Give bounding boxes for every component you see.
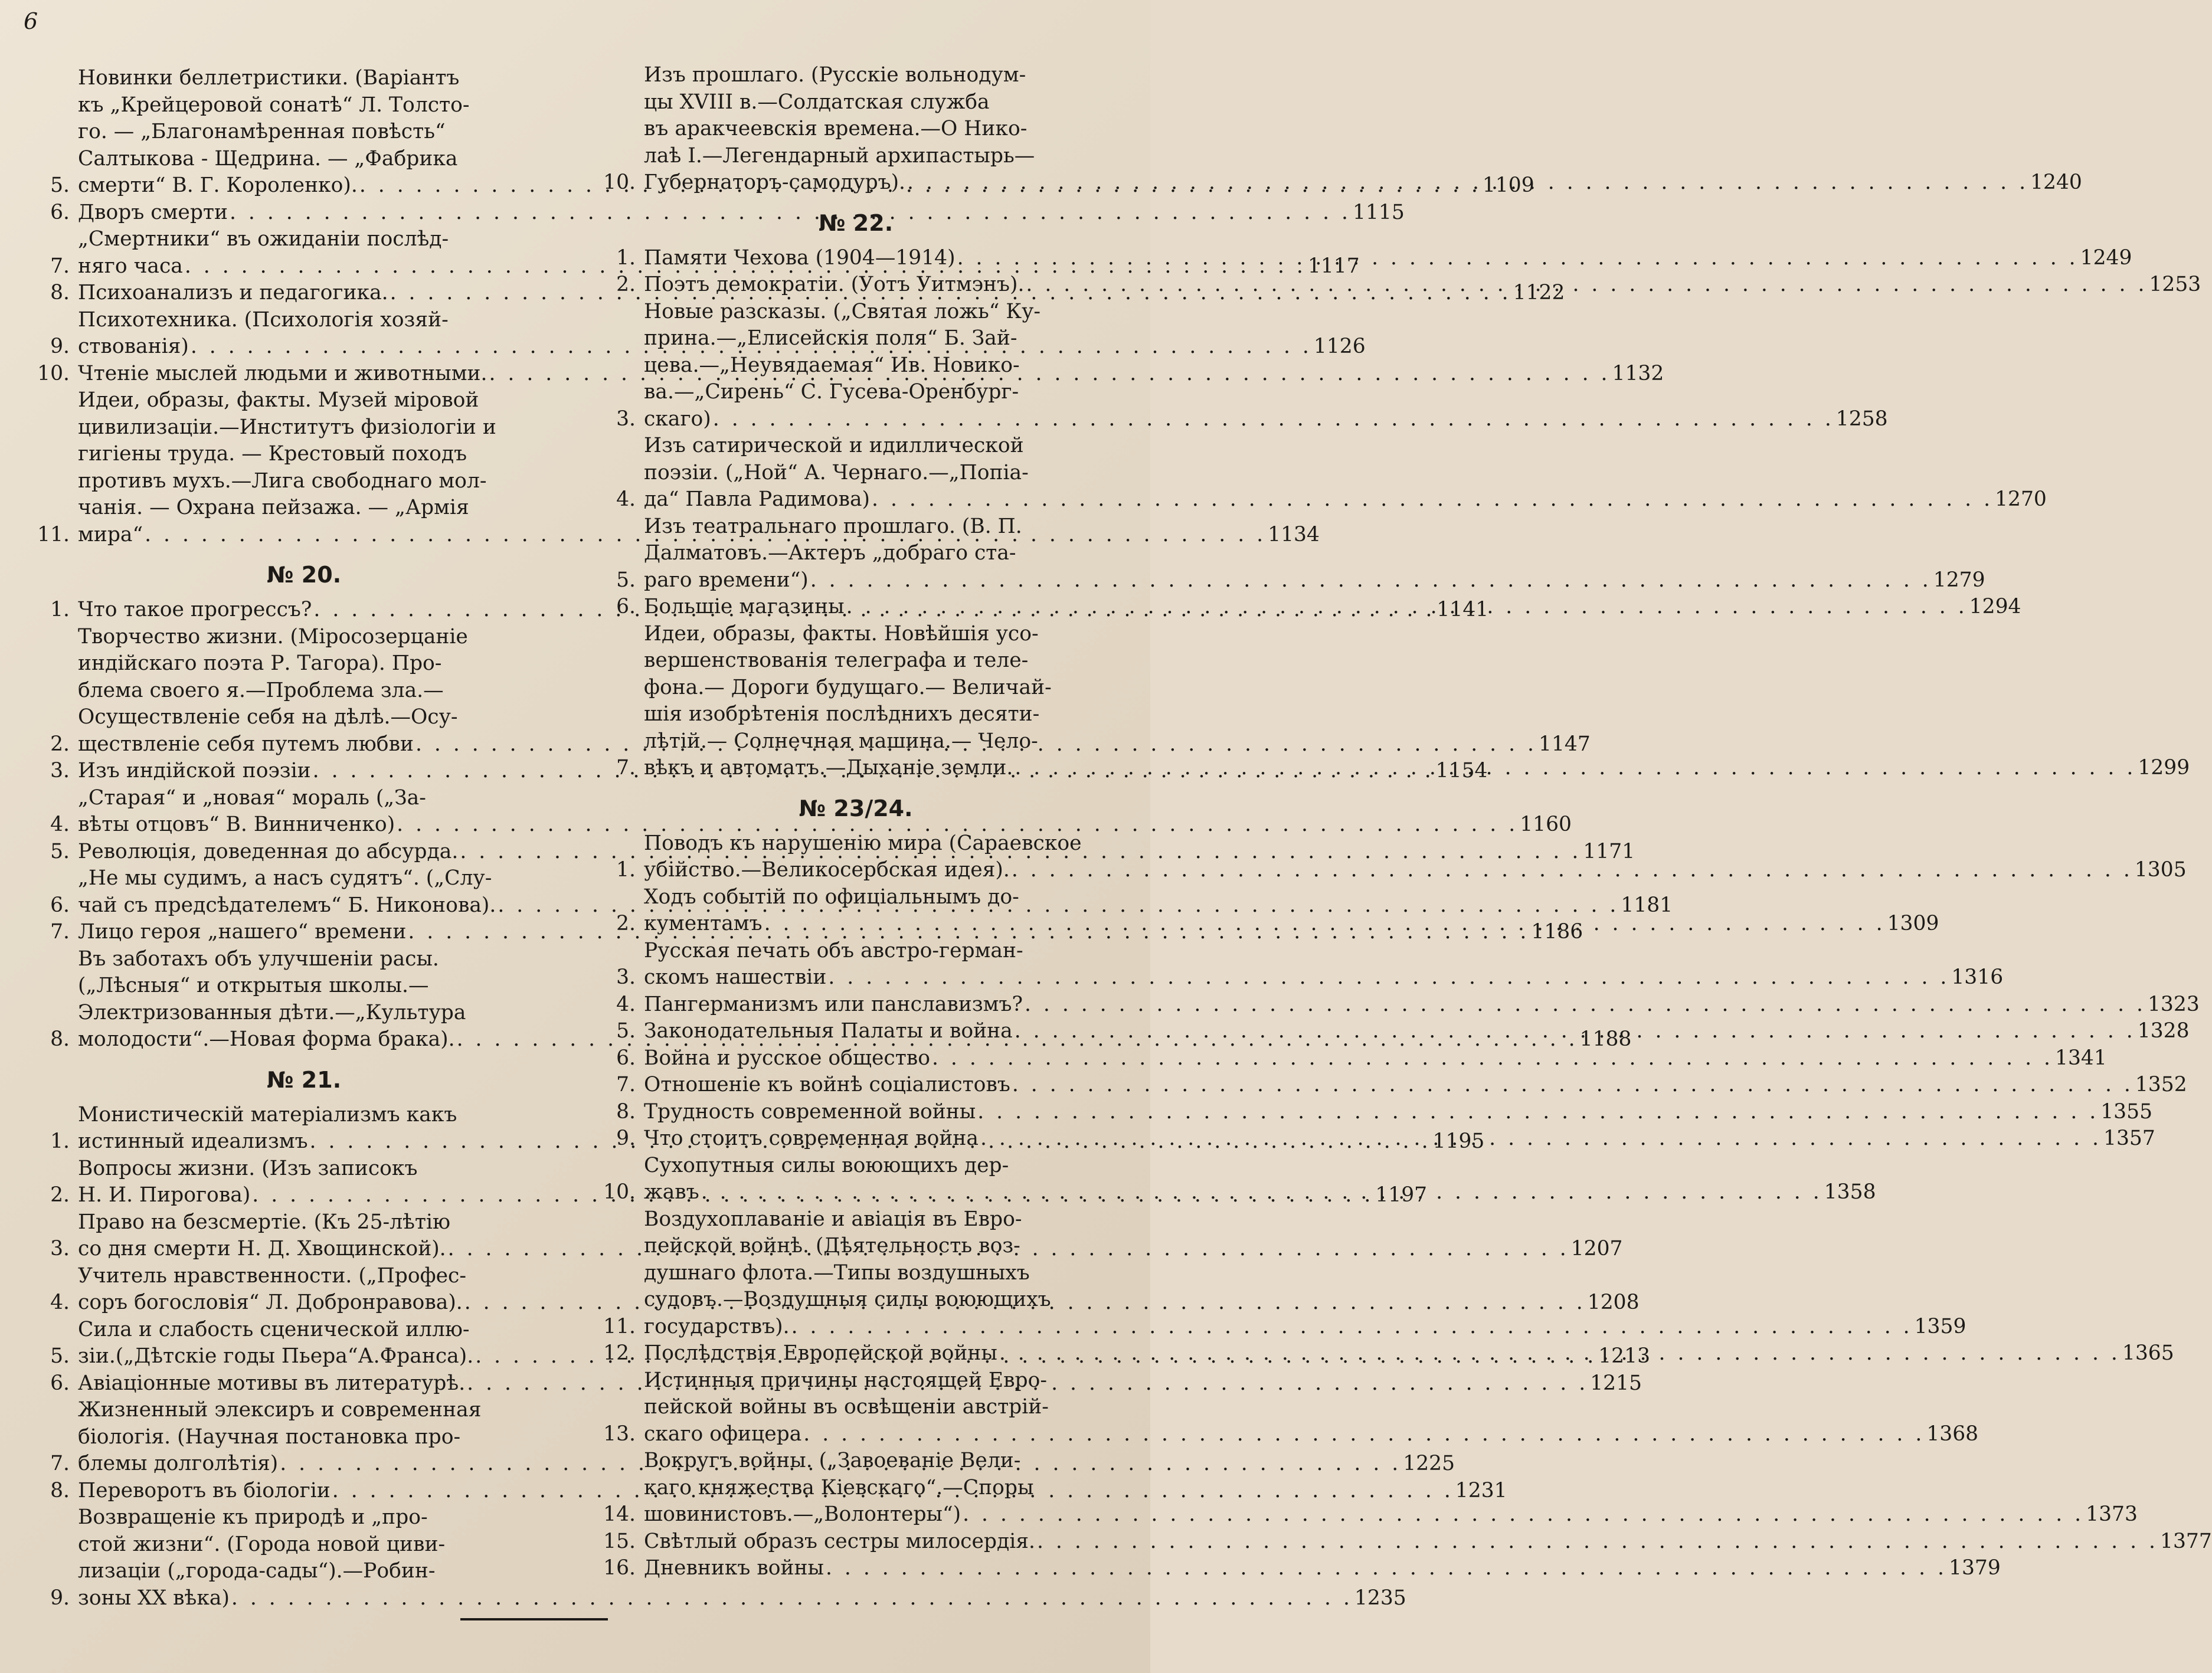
dot-leader: [1012, 1072, 2134, 1099]
entry-number: 2.: [616, 273, 636, 296]
entry-page-number: 1358: [1824, 1180, 1876, 1204]
entry-page-number: 1147: [1539, 732, 1591, 756]
entry-last-line: [644, 964, 2004, 991]
entry-line: кументамъ: [644, 912, 763, 935]
entry-number: 4.: [50, 813, 70, 836]
dot-leader: [828, 964, 1949, 991]
entry-line: Послѣдствія Европейской войны: [644, 1341, 997, 1365]
entry-text: [644, 938, 2004, 991]
entry-number: 7.: [50, 920, 70, 944]
dot-leader: [803, 1421, 1925, 1448]
entry-line: блема своего я.—Проблема зла.—: [78, 678, 444, 702]
issue-heading: № 22.: [818, 209, 894, 236]
entry-page-number: 1213: [1598, 1344, 1651, 1368]
entry-line: скаго): [644, 407, 711, 431]
entry-number: 7.: [616, 756, 636, 780]
entry-text: [644, 1045, 2107, 1072]
entry-line: Воздухоплаваніе и авіація въ Евро-: [644, 1207, 1022, 1231]
entry-last-line: [644, 1555, 2001, 1582]
entry-line: къ „Крейцеровой сонатѣ“ Л. Толсто-: [78, 93, 470, 117]
entry-line: стой жизни“. (Города новой циви-: [78, 1532, 446, 1556]
entry-line: пейской войнѣ. (Дѣятельность воз-: [644, 1234, 1020, 1258]
entry-line: зіи.(„Дѣтскіе годы Пьера“А.Франса).: [78, 1344, 474, 1368]
entry-line: Дворъ смерти: [78, 200, 228, 224]
toc-entry: [581, 938, 2004, 991]
entry-line: соръ богословія“ Л. Добронравова).: [78, 1291, 463, 1314]
entry-number: 8.: [616, 1099, 636, 1124]
entry-line: Губернаторъ-самодуръ).: [644, 171, 906, 194]
entry-line: зоны XX вѣка): [78, 1586, 230, 1610]
entry-page-number: 1355: [2100, 1099, 2153, 1124]
entry-line: вѣты отцовъ“ В. Винниченко): [78, 813, 395, 836]
entry-line: Жизненный элексиръ и современная: [78, 1398, 482, 1422]
entry-line: судовъ.—Воздушныя силы воюющихъ: [644, 1288, 1051, 1311]
entry-line: Что стоитъ современная война: [644, 1127, 979, 1150]
entry-number: 6.: [616, 1046, 636, 1070]
entry-number: 2.: [50, 1183, 70, 1207]
dot-leader: [963, 1501, 2084, 1528]
entry-line: го. — „Благонамѣренная повѣсть“: [78, 120, 446, 143]
entry-line: „Смертники“ въ ожиданіи послѣд-: [78, 227, 449, 251]
entry-line: Изъ индійской поэзіи: [78, 759, 311, 783]
dot-leader: [1012, 857, 2133, 884]
dot-leader: [957, 245, 2079, 272]
entry-last-line: [644, 567, 1985, 594]
entry-line: Памяти Чехова (1904—1914): [644, 245, 956, 270]
entry-number: 11.: [603, 1314, 636, 1338]
entry-page-number: 1316: [1951, 965, 2004, 989]
entry-page-number: 1299: [2138, 756, 2190, 780]
entry-page-number: 1126: [1313, 335, 1366, 358]
entry-number: 13.: [603, 1422, 636, 1446]
entry-number: 7.: [50, 1452, 70, 1475]
end-rule: [460, 1618, 608, 1620]
entry-line: цы XVIII в.—Солдатская служба: [644, 90, 990, 114]
entry-line: чанія. — Охрана пейзажа. — „Армія: [78, 496, 469, 519]
entry-page-number: 1188: [1579, 1027, 1632, 1051]
entry-number: 8.: [50, 1478, 70, 1502]
entry-line: Идеи, образы, факты. Новѣйшія усо-: [644, 621, 1039, 646]
entry-page-number: 1294: [1969, 595, 2021, 618]
entry-line: Изъ театральнаго прошлаго. (В. П.: [644, 514, 1022, 538]
entry-line: Новые разсказы. („Святая ложь“ Ку-: [644, 299, 1041, 323]
entry-number: 11.: [37, 522, 70, 546]
page-number: 6: [24, 8, 38, 34]
dot-leader: [764, 911, 1886, 938]
dot-leader: [999, 1340, 2121, 1367]
entry-number: 6.: [616, 595, 636, 618]
entry-line: фона.— Дороги будущаго.— Величай-: [644, 675, 1052, 699]
entry-page-number: 1132: [1612, 361, 1664, 385]
entry-line: Война и русское общество: [644, 1046, 930, 1070]
entry-line: Лицо героя „нашего“ времени: [78, 920, 407, 944]
entry-line: Сила и слабость сценической иллю-: [78, 1317, 470, 1341]
entry-number: 1.: [50, 1129, 70, 1153]
entry-number: 9.: [616, 1127, 636, 1150]
entry-page-number: 1109: [1482, 173, 1534, 197]
entry-page-number: 1309: [1887, 912, 1939, 935]
entry-number: 3.: [50, 759, 70, 783]
entry-page-number: 1207: [1570, 1237, 1623, 1261]
entry-line: блемы долголѣтія): [78, 1452, 279, 1475]
entry-line: государствъ).: [644, 1314, 790, 1338]
entry-line: („Лѣсныя“ и открытыя школы.—: [78, 974, 429, 997]
entry-line: Психоанализъ и педагогика.: [78, 281, 388, 305]
entry-line: Пангерманизмъ или панславизмъ?: [644, 992, 1023, 1016]
entry-line: прина.—„Елисейскія поля“ Б. Зай-: [644, 326, 1017, 350]
entry-page-number: 1215: [1590, 1371, 1642, 1395]
entry-page-number: 1279: [1933, 568, 1985, 592]
entry-line: Авіаціонные мотивы въ литературѣ.: [78, 1371, 466, 1395]
entry-line: шія изобрѣтенія послѣднихъ десяти-: [644, 702, 1040, 726]
dot-leader: [846, 594, 1968, 621]
entry-page-number: 1253: [2149, 273, 2201, 296]
entry-line: противъ мухъ.—Лига свободнаго мол-: [78, 469, 487, 493]
entry-page-number: 1122: [1513, 281, 1565, 305]
entry-number: 6.: [50, 1371, 70, 1395]
entry-page-number: 1305: [2134, 858, 2187, 882]
dot-leader: [231, 1585, 1353, 1612]
entry-line: душнаго флота.—Типы воздушныхъ: [644, 1261, 1030, 1285]
entry-line: пейской войны въ освѣщеніи австрій-: [644, 1395, 1049, 1419]
entry-line: смерти“ В. Г. Короленко).: [78, 173, 358, 197]
entry-number: 3.: [616, 407, 636, 431]
entry-text: [644, 1555, 2001, 1582]
entry-line: молодости“.—Новая форма брака).: [78, 1027, 455, 1051]
entry-line: гигіены труда. — Крестовый походъ: [78, 442, 467, 466]
entry-number: 7.: [616, 1073, 636, 1096]
entry-line: цева.—„Неувядаемая“ Ив. Новико-: [644, 353, 1020, 377]
entry-line: лизаціи („города-сады“).—Робин-: [78, 1559, 436, 1583]
entry-page-number: 1197: [1375, 1183, 1428, 1207]
entry-page-number: 1134: [1268, 522, 1320, 546]
entry-number: 15.: [603, 1529, 636, 1553]
entry-line: Творчество жизни. (Міросозерцаніе: [78, 624, 468, 649]
entry-last-line: [644, 1501, 2138, 1528]
dot-leader: [1025, 991, 2146, 1019]
entry-line: Что такое прогрессъ?: [78, 598, 312, 621]
entry-line: Поэтъ демократіи. (Уотъ Уитмэнъ).: [644, 273, 1025, 296]
entry-page-number: 1323: [2147, 992, 2200, 1016]
dot-leader: [1026, 271, 2147, 299]
entry-line: Ходъ событій по офиціальнымъ до-: [644, 885, 1019, 909]
entry-page-number: 1231: [1455, 1478, 1507, 1502]
entry-number: 8.: [50, 1027, 70, 1051]
entry-line: Переворотъ въ біологіи: [78, 1478, 331, 1502]
toc-entry: [581, 1099, 2153, 1126]
entry-line: мира“: [78, 522, 143, 546]
entry-line: ществленіе себя путемъ любви: [78, 732, 414, 756]
entry-page-number: 1186: [1531, 920, 1583, 944]
entry-last-line: [644, 1528, 2212, 1556]
entry-number: 14.: [603, 1502, 636, 1526]
entry-last-line: [644, 1421, 1979, 1448]
dot-leader: [907, 169, 2028, 197]
entry-line: Салтыкова - Щедрина. — „Фабрика: [78, 146, 458, 171]
entry-page-number: 1249: [2080, 245, 2132, 270]
entry-line: скомъ нашествіи: [644, 965, 827, 989]
entry-number: 5.: [50, 173, 70, 197]
entry-last-line: [644, 1072, 2187, 1099]
issue-heading: № 21.: [266, 1066, 342, 1093]
entry-number: 7.: [50, 254, 70, 278]
entry-text: [644, 1528, 2212, 1556]
entry-number: 5.: [616, 1019, 636, 1043]
entry-page-number: 1115: [1353, 200, 1405, 224]
entry-number: 5.: [616, 568, 636, 592]
entry-page-number: 1171: [1583, 839, 1635, 863]
entry-line: Дневникъ войны: [644, 1556, 824, 1580]
entry-line: скаго офицера: [644, 1422, 802, 1446]
entry-line: вершенствованія телеграфа и теле-: [644, 649, 1029, 672]
entry-number: 2.: [616, 912, 636, 935]
entry-page-number: 1373: [2086, 1502, 2138, 1526]
entry-number: 2.: [50, 732, 70, 756]
entry-page-number: 1117: [1307, 254, 1360, 278]
entry-line: Законодательныя Палаты и война: [644, 1019, 1013, 1043]
entry-line: чай съ предсѣдателемъ“ Б. Никонова).: [78, 893, 496, 917]
entry-line: вѣкъ и автоматъ.—Дыханіе земли.: [644, 756, 1013, 780]
entry-page-number: 1240: [2030, 171, 2082, 194]
entry-number: 10.: [603, 171, 636, 194]
entry-number: 6.: [50, 893, 70, 917]
entry-text: [644, 1072, 2187, 1099]
dot-leader: [932, 1045, 2053, 1072]
entry-line: индійскаго поэта Р. Тагора). Про-: [78, 651, 442, 675]
entry-line: Далматовъ.—Актеръ „добраго ста-: [644, 541, 1016, 565]
entry-line: цивилизаціи.—Институтъ физіологіи и: [78, 415, 496, 439]
entry-number: 9.: [50, 335, 70, 358]
entry-page-number: 1208: [1587, 1291, 1640, 1314]
entry-line: Изъ сатирической и идиллической: [644, 434, 1024, 457]
entry-number: 10.: [37, 361, 70, 385]
dot-leader: [1037, 1528, 2158, 1556]
entry-last-line: [644, 1045, 2107, 1072]
entry-text: [644, 433, 2047, 513]
dot-leader: [713, 406, 1834, 433]
entry-number: 4.: [50, 1291, 70, 1314]
dot-leader: [1015, 755, 2136, 782]
entry-page-number: 1195: [1432, 1129, 1485, 1153]
dot-leader: [826, 1555, 1947, 1582]
entry-last-line: [644, 406, 1888, 433]
toc-entry: [581, 1072, 2187, 1099]
entry-line: убійство.—Великосербская идея).: [644, 858, 1010, 882]
entry-number: 1.: [50, 598, 70, 621]
entry-number: 9.: [50, 1586, 70, 1610]
entry-page-number: 1154: [1435, 759, 1488, 783]
dot-leader: [977, 1099, 2099, 1126]
entry-line: Изъ прошлаго. (Русскіе вольнодум-: [644, 63, 1026, 87]
entry-number: 6.: [50, 200, 70, 224]
entry-line: Право на безсмертіе. (Къ 25-лѣтію: [78, 1210, 451, 1234]
dot-leader: [1015, 1018, 2136, 1045]
toc-entry: [581, 1528, 2212, 1556]
entry-page-number: 1341: [2055, 1046, 2107, 1070]
entry-number: 5.: [50, 1344, 70, 1368]
entry-last-line: [644, 857, 2187, 884]
entry-line: ва.—„Сирень“ С. Гусева-Оренбург-: [644, 380, 1019, 404]
entry-line: Свѣтлый образъ сестры милосердія.: [644, 1529, 1035, 1553]
issue-heading: № 20.: [266, 562, 342, 588]
entry-line: раго времени“): [644, 568, 809, 592]
entry-line: Возвращеніе къ природѣ и „про-: [78, 1505, 428, 1529]
entry-page-number: 1365: [2122, 1341, 2174, 1365]
entry-line: Поводъ къ нарушенію мира (Сараевское: [644, 831, 1082, 855]
entry-line: ствованія): [78, 335, 189, 358]
entry-line: жавъ: [644, 1180, 699, 1204]
entry-line: Новинки беллетристики. (Варіантъ: [78, 66, 460, 90]
dot-leader: [872, 486, 1993, 513]
entry-page-number: 1225: [1403, 1452, 1455, 1475]
entry-line: Большіе магазины: [644, 595, 845, 618]
entry-line: Идеи, образы, факты. Музей міровой: [78, 388, 479, 412]
entry-page-number: 1235: [1354, 1586, 1406, 1610]
entry-line: Вокругъ войны. („Завоеваніе Вели-: [644, 1449, 1021, 1472]
entry-page-number: 1352: [2135, 1073, 2187, 1096]
entry-line: лѣтій.— Солнечная машина.— Чело-: [644, 729, 1038, 753]
entry-number: 1.: [616, 858, 636, 882]
entry-last-line: [644, 991, 2200, 1019]
entry-last-line: [78, 811, 1572, 839]
dot-leader: [701, 1179, 1822, 1206]
entry-page-number: 1160: [1520, 813, 1572, 836]
entry-number: 3.: [50, 1237, 70, 1261]
entry-line: каго княжества Кіевскаго“.—Споры: [644, 1475, 1034, 1500]
entry-line: няго часа: [78, 254, 183, 278]
entry-line: Электризованныя дѣти.—„Культура: [78, 1000, 466, 1024]
entry-page-number: 1368: [1926, 1422, 1979, 1446]
entry-text: [644, 991, 2200, 1019]
entry-line: Трудность современной войны: [644, 1099, 976, 1124]
entry-number: 8.: [50, 281, 70, 305]
entry-number: 5.: [50, 839, 70, 863]
toc-entry: [581, 991, 2200, 1019]
entry-last-line: [644, 1314, 1966, 1341]
entry-page-number: 1258: [1835, 407, 1888, 431]
entry-page-number: 1379: [1949, 1556, 2001, 1580]
entry-line: Психотехника. (Психологія хозяй-: [78, 307, 449, 332]
entry-line: въ аракчеевскія времена.—О Нико-: [644, 117, 1028, 140]
entry-line: „Не мы судимъ, а насъ судятъ“. („Слу-: [78, 866, 492, 890]
entry-number: 4.: [616, 992, 636, 1016]
entry-number: 16.: [603, 1556, 636, 1580]
entry-line: шовинистовъ.—„Волонтеры“): [644, 1502, 961, 1526]
entry-text: [644, 1099, 2153, 1126]
entry-page-number: 1359: [1914, 1314, 1966, 1338]
entry-line: „Старая“ и „новая“ мораль („За-: [78, 785, 426, 810]
entry-last-line: [78, 1585, 1406, 1612]
entry-number: 4.: [616, 487, 636, 511]
entry-line: Истинныя причины настоящей Евро-: [644, 1368, 1048, 1392]
dot-leader: [791, 1314, 1913, 1341]
entry-page-number: 1328: [2137, 1019, 2190, 1043]
entry-line: Русская печать объ австро-герман-: [644, 938, 1023, 962]
entry-line: лаѣ I.—Легендарный архипастырь—: [644, 143, 1035, 168]
entry-number: 10.: [603, 1180, 636, 1204]
entry-line: Революція, доведенная до абсурда.: [78, 839, 459, 863]
entry-last-line: [644, 1099, 2153, 1126]
entry-number: 3.: [616, 965, 636, 989]
entry-line: Сухопутныя силы воюющихъ дер-: [644, 1153, 1009, 1177]
entry-line: Отношеніе къ войнѣ соціалистовъ: [644, 1073, 1010, 1096]
entry-page-number: 1377: [2160, 1529, 2212, 1553]
entry-number: 12.: [603, 1341, 636, 1365]
entry-line: со дня смерти Н. Д. Хвощинской).: [78, 1237, 446, 1261]
entry-line: Осуществленіе себя на дѣлѣ.—Осу-: [78, 705, 458, 729]
entry-number: 1.: [616, 245, 636, 270]
entry-line: поэзіи. („Ной“ А. Чернаго.—„Попіа-: [644, 460, 1029, 484]
entry-last-line: [644, 486, 2047, 513]
entry-page-number: 1357: [2103, 1127, 2155, 1150]
entry-line: Монистическій матеріализмъ какъ: [78, 1102, 457, 1127]
entry-page-number: 1181: [1621, 893, 1673, 917]
toc-entry: [581, 1555, 2001, 1582]
entry-page-number: 1270: [1995, 487, 2047, 511]
entry-line: Чтеніе мыслей людьми и животными.: [78, 361, 487, 385]
entry-page-number: 1141: [1437, 598, 1489, 621]
entry-line: Н. И. Пирогова): [78, 1183, 251, 1207]
issue-heading: № 23/24.: [799, 795, 913, 821]
entry-line: біологія. (Научная постановка про-: [78, 1425, 461, 1449]
entry-line: Въ заботахъ объ улучшеніи расы.: [78, 947, 439, 971]
toc-entry: [581, 1045, 2107, 1072]
entry-line: Вопросы жизни. (Изъ записокъ: [78, 1156, 418, 1180]
dot-leader: [980, 1125, 2102, 1153]
entry-line: истинный идеализмъ: [78, 1129, 308, 1153]
dot-leader: [810, 567, 1932, 594]
toc-entry: [581, 433, 2047, 513]
entry-line: да“ Павла Радимова): [644, 487, 871, 511]
entry-line: Учитель нравственности. („Профес-: [78, 1263, 466, 1288]
